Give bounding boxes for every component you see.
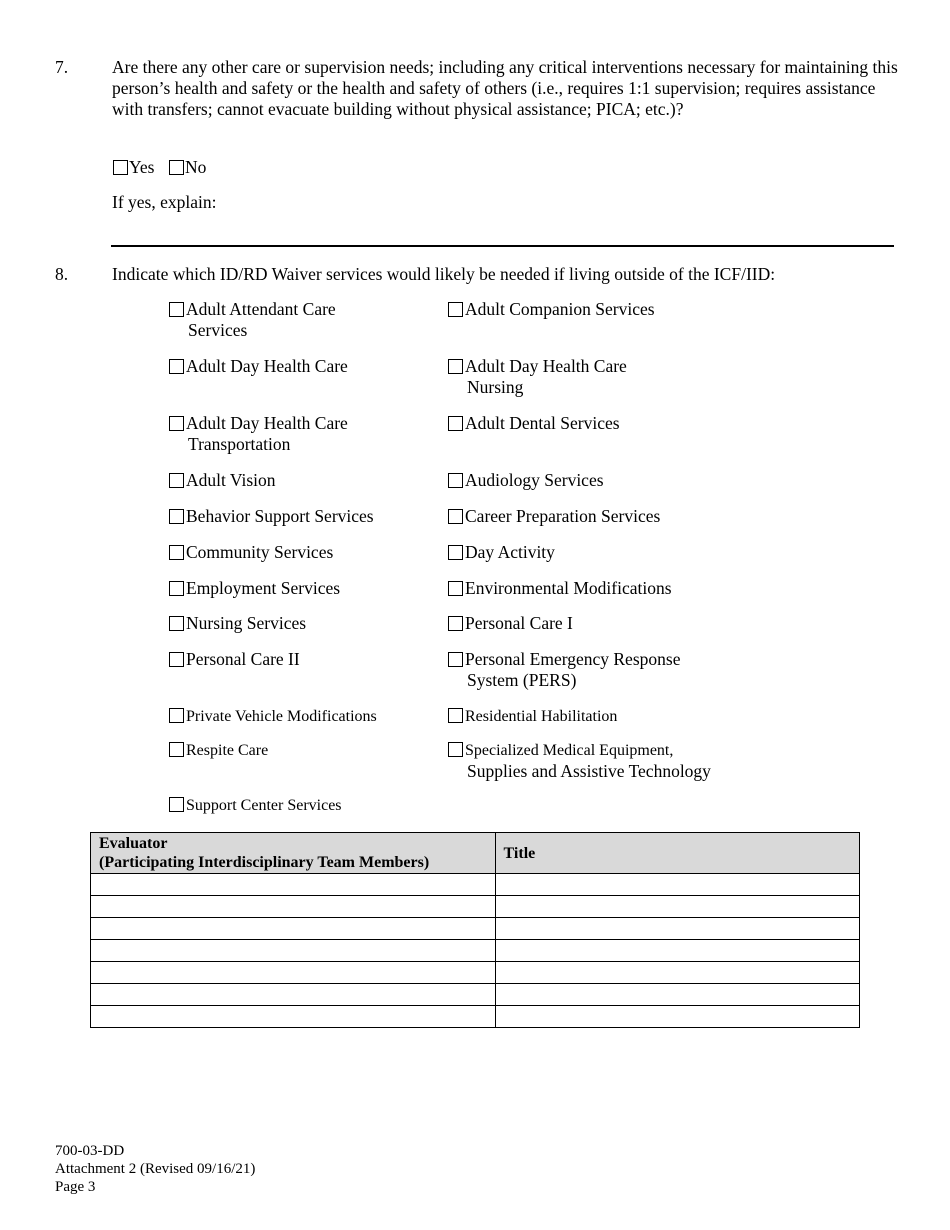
service-label: Behavior Support Services bbox=[186, 506, 374, 526]
service-checkbox[interactable] bbox=[169, 416, 184, 431]
service-label: Support Center Services bbox=[186, 797, 342, 814]
page-footer bbox=[55, 1142, 255, 1196]
evaluator-table bbox=[90, 832, 860, 1028]
service-label: Adult Attendant Care bbox=[186, 299, 336, 319]
table-header-row bbox=[91, 833, 860, 874]
title-cell[interactable] bbox=[495, 962, 859, 984]
service-checkbox[interactable] bbox=[169, 652, 184, 667]
service-label: Adult Dental Services bbox=[465, 413, 620, 433]
table-row bbox=[91, 918, 860, 940]
service-label-cont: Services bbox=[188, 320, 248, 340]
page-number: Page 3 bbox=[55, 1179, 96, 1195]
q7-no-checkbox[interactable] bbox=[169, 160, 184, 175]
form-number: 700-03-DD bbox=[55, 1143, 125, 1159]
table-row bbox=[91, 896, 860, 918]
attachment-revision: Attachment 2 (Revised 09/16/21) bbox=[55, 1161, 256, 1177]
service-checkbox[interactable] bbox=[169, 797, 184, 812]
service-label: Environmental Modifications bbox=[465, 578, 672, 598]
evaluator-cell[interactable] bbox=[91, 984, 496, 1006]
service-label: Adult Day Health Care bbox=[465, 356, 627, 376]
service-checkbox[interactable] bbox=[169, 742, 184, 757]
q7-yes-checkbox[interactable] bbox=[113, 160, 128, 175]
q7-yes-label: Yes bbox=[129, 157, 155, 177]
evaluator-column-header bbox=[91, 833, 496, 874]
table-row bbox=[91, 874, 860, 896]
service-checkbox[interactable] bbox=[448, 708, 463, 723]
evaluator-cell[interactable] bbox=[91, 874, 496, 896]
service-checkbox[interactable] bbox=[169, 581, 184, 596]
service-checkbox[interactable] bbox=[448, 509, 463, 524]
title-cell[interactable] bbox=[495, 984, 859, 1006]
service-label: Private Vehicle Modifications bbox=[186, 708, 377, 725]
service-label-cont: System (PERS) bbox=[467, 670, 577, 690]
evaluator-cell[interactable] bbox=[91, 918, 496, 940]
table-row bbox=[91, 962, 860, 984]
evaluator-cell[interactable] bbox=[91, 1006, 496, 1028]
service-label: Community Services bbox=[186, 542, 334, 562]
service-label: Respite Care bbox=[186, 742, 269, 759]
service-checkbox[interactable] bbox=[448, 473, 463, 488]
service-checkbox[interactable] bbox=[448, 652, 463, 667]
service-label: Personal Emergency Response bbox=[465, 649, 681, 669]
title-column-header: Title bbox=[495, 833, 859, 874]
service-label-cont: Transportation bbox=[188, 434, 291, 454]
question-8-number: 8. bbox=[55, 264, 69, 284]
service-label: Adult Day Health Care bbox=[186, 413, 348, 433]
service-checkbox[interactable] bbox=[448, 416, 463, 431]
evaluator-cell[interactable] bbox=[91, 940, 496, 962]
q7-no-option[interactable] bbox=[169, 157, 206, 178]
service-label: Adult Companion Services bbox=[465, 299, 655, 319]
service-label: Residential Habilitation bbox=[465, 708, 618, 725]
service-checkbox[interactable] bbox=[169, 359, 184, 374]
service-label: Personal Care II bbox=[186, 649, 300, 669]
table-row bbox=[91, 984, 860, 1006]
title-cell[interactable] bbox=[495, 918, 859, 940]
service-label: Audiology Services bbox=[465, 470, 604, 490]
q7-yes-option[interactable] bbox=[113, 157, 154, 178]
service-label: Personal Care I bbox=[465, 613, 573, 633]
title-cell[interactable] bbox=[495, 874, 859, 896]
service-label: Specialized Medical Equipment, bbox=[465, 742, 674, 759]
q7-explain-line[interactable] bbox=[111, 245, 894, 247]
evaluator-header-line1: Evaluator bbox=[99, 835, 168, 852]
service-checkbox[interactable] bbox=[169, 545, 184, 560]
question-7-text: Are there any other care or supervision needs; including any critical interventions necessary for maintaining this person’s health and safety or the health and safety of others (i.e., requires 1:1 supervision; requires assistance with transfers; cannot evacuate building without physical assistance; PICA; etc.)? bbox=[112, 57, 898, 119]
evaluator-cell[interactable] bbox=[91, 962, 496, 984]
service-label: Adult Day Health Care bbox=[186, 356, 348, 376]
service-checkbox[interactable] bbox=[169, 302, 184, 317]
service-label: Career Preparation Services bbox=[465, 506, 661, 526]
service-label: Nursing Services bbox=[186, 613, 307, 633]
service-checkbox[interactable] bbox=[448, 581, 463, 596]
service-label-cont: Supplies and Assistive Technology bbox=[467, 761, 711, 781]
evaluator-cell[interactable] bbox=[91, 896, 496, 918]
service-checkbox[interactable] bbox=[448, 742, 463, 757]
service-label: Employment Services bbox=[186, 578, 341, 598]
service-label-cont: Nursing bbox=[467, 377, 524, 397]
title-cell[interactable] bbox=[495, 1006, 859, 1028]
table-row bbox=[91, 1006, 860, 1028]
service-label: Adult Vision bbox=[186, 470, 276, 490]
service-checkbox[interactable] bbox=[448, 616, 463, 631]
evaluator-header-line2: (Participating Interdisciplinary Team Members) bbox=[99, 854, 430, 871]
service-checkbox[interactable] bbox=[169, 708, 184, 723]
service-checkbox[interactable] bbox=[169, 473, 184, 488]
service-checkbox[interactable] bbox=[169, 616, 184, 631]
title-cell[interactable] bbox=[495, 940, 859, 962]
question-7-number: 7. bbox=[55, 57, 69, 77]
table-row bbox=[91, 940, 860, 962]
q7-no-label: No bbox=[185, 157, 207, 177]
q7-explain-label: If yes, explain: bbox=[112, 192, 217, 212]
question-8-text: Indicate which ID/RD Waiver services would likely be needed if living outside of the ICF/IID: bbox=[112, 264, 776, 284]
service-checkbox[interactable] bbox=[448, 545, 463, 560]
service-label: Day Activity bbox=[465, 542, 555, 562]
service-checkbox[interactable] bbox=[448, 302, 463, 317]
title-cell[interactable] bbox=[495, 896, 859, 918]
service-checkbox[interactable] bbox=[448, 359, 463, 374]
service-checkbox[interactable] bbox=[169, 509, 184, 524]
